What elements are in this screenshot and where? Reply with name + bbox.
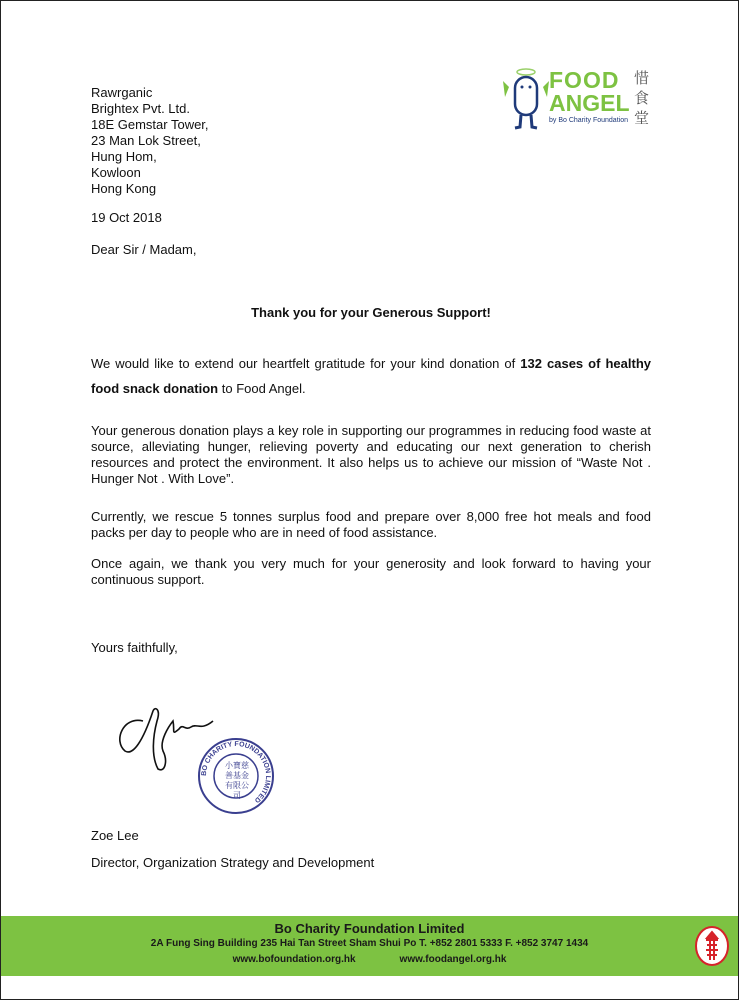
logo-byline: by Bo Charity Foundation <box>549 117 628 124</box>
paragraph-impact: Your generous donation plays a key role in supporting our programmes in reducing food waste at source, alleviating hunger, relieving poverty and educating our next generation to cherish resources and protect the environment. It also helps us to achieve our mission of “Waste Not . Hunger Not . With Love”. <box>91 423 651 486</box>
letter-heading: Thank you for your Generous Support! <box>251 305 491 320</box>
address-line: 23 Man Lok Street, <box>91 133 201 148</box>
salutation: Dear Sir / Madam, <box>91 242 197 257</box>
text: to Food Angel. <box>218 381 306 396</box>
signatory-title: Director, Organization Strategy and Development <box>91 855 375 870</box>
address-line: Kowloon <box>91 165 141 180</box>
logo-wordmark-food: FOOD <box>549 67 620 93</box>
pagoda-logo-icon <box>695 926 729 966</box>
angel-mascot-icon <box>501 67 551 131</box>
seal-ring-text: BO CHARITY FOUNDATION LIMITED <box>200 740 272 804</box>
logo-wordmark-angel: ANGEL <box>549 90 630 116</box>
paragraph-donation <box>91 351 651 401</box>
signatory-name: Zoe Lee <box>91 828 139 843</box>
recipient-address <box>91 85 209 197</box>
footer-website-bofoundation[interactable]: www.bofoundation.org.hk <box>232 954 356 965</box>
donation-detail: 132 cases of healthy food snack donation <box>91 356 651 396</box>
address-line: Rawrganic <box>91 85 153 100</box>
footer-org-name: Bo Charity Foundation Limited <box>274 921 465 936</box>
company-seal <box>197 737 275 815</box>
text: We would like to extend our heartfelt gratitude for your kind donation of <box>91 356 521 371</box>
logo-chinese: 惜食堂 <box>634 70 650 127</box>
closing: Yours faithfully, <box>91 640 178 655</box>
paragraph-current: Currently, we rescue 5 tonnes surplus food and prepare over 8,000 free hot meals and food packs per day to people who are in need of food assistance. <box>91 509 651 540</box>
footer-website-foodangel[interactable]: www.foodangel.org.hk <box>399 954 507 965</box>
address-line: Hong Kong <box>91 181 157 196</box>
address-line: Brightex Pvt. Ltd. <box>91 101 190 116</box>
food-angel-logo <box>501 67 661 131</box>
footer-address: 2A Fung Sing Building 235 Hai Tan Street Sham Shui Po T. +852 2801 5333 F. +852 3747 1434 <box>150 938 589 949</box>
address-line: Hung Hom, <box>91 149 157 164</box>
address-line: 18E Gemstar Tower, <box>91 117 209 132</box>
paragraph-thanks: Once again, we thank you very much for your generosity and look forward to having your continuous support. <box>91 556 651 587</box>
footer-band <box>1 916 738 976</box>
letter-date: 19 Oct 2018 <box>91 210 162 225</box>
seal-center-text: 小寶慈善基金有限公司 <box>225 761 249 800</box>
